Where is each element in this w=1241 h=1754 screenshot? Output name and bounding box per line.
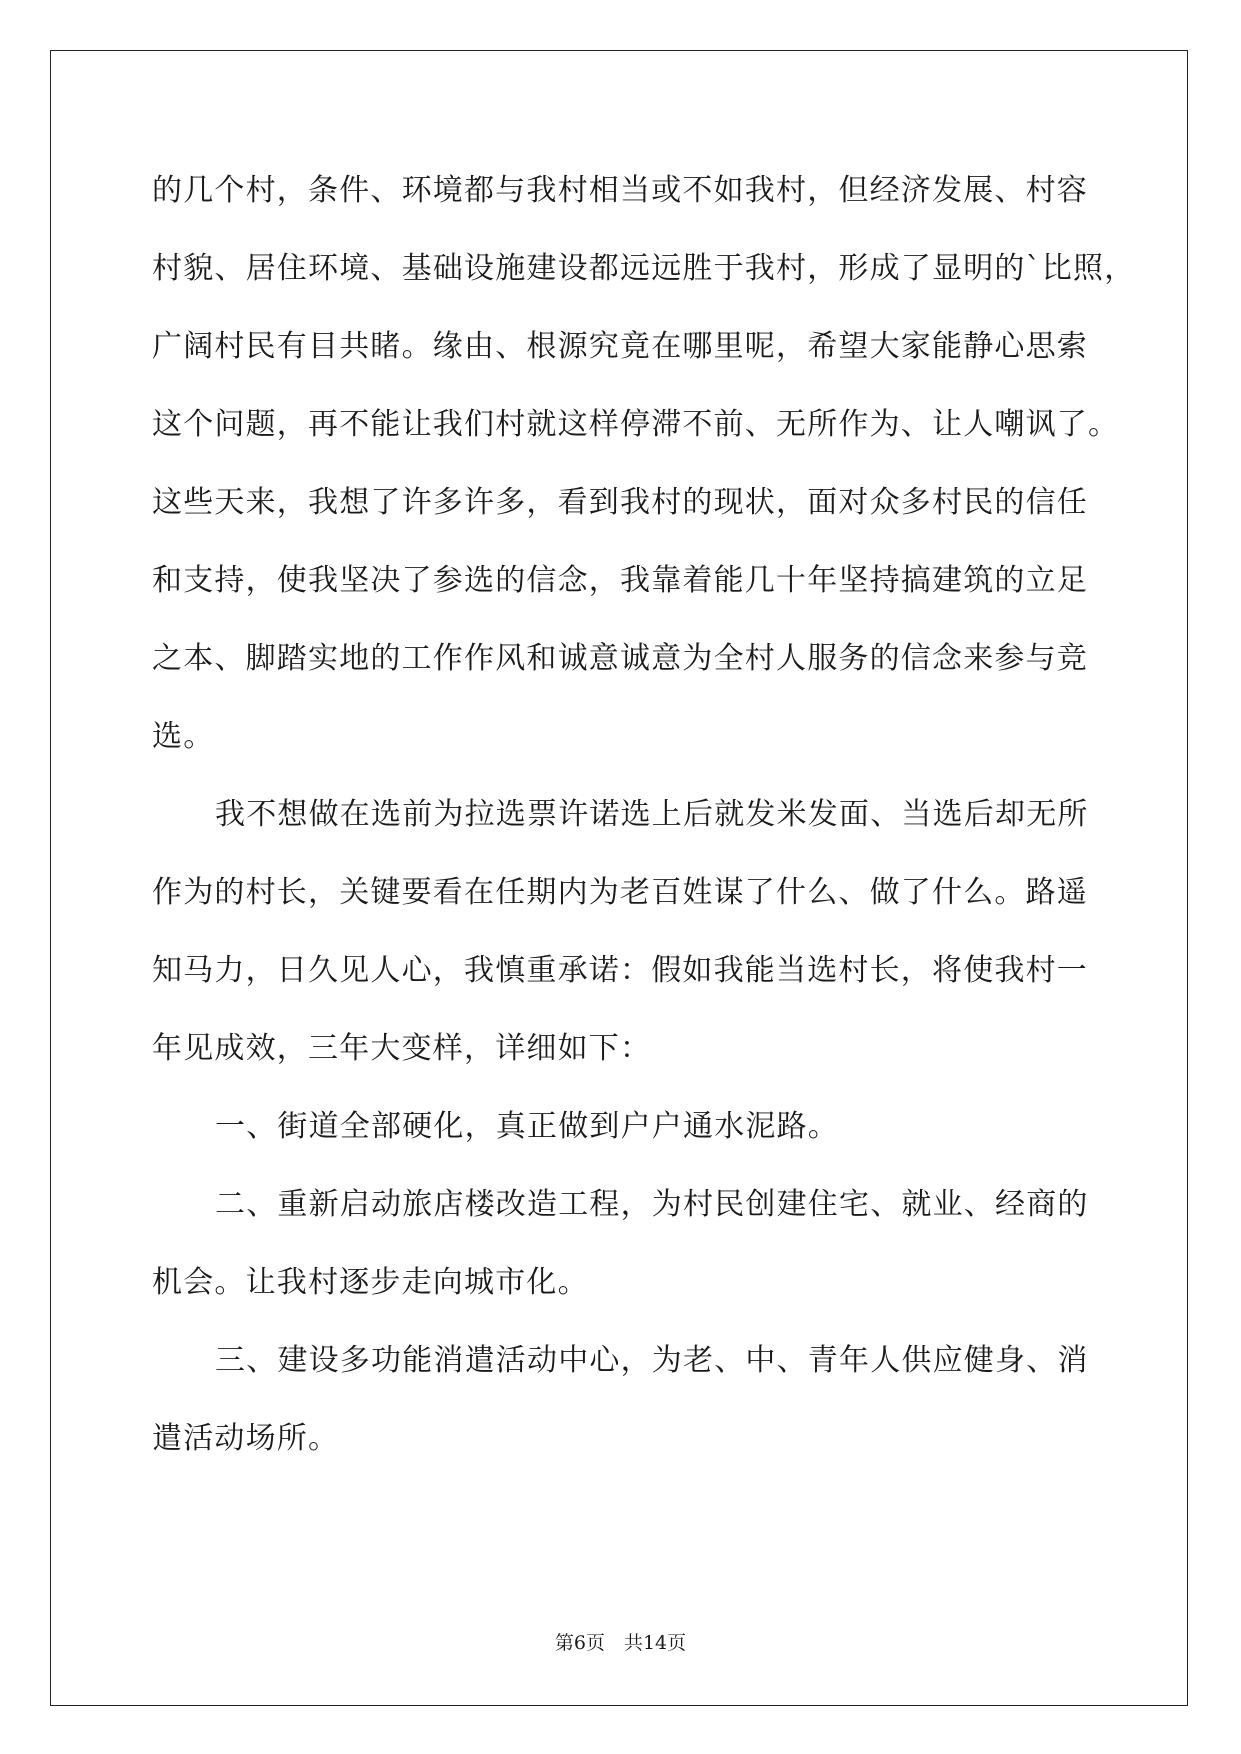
list-item-3: 三、建设多功能消遣活动中心，为老、中、青年人供应健身、消 xyxy=(215,1343,1089,1378)
page-number-footer: 第6页 共14页 xyxy=(554,1632,687,1654)
text-line: 机会。让我村逐步走向城市化。 xyxy=(152,1265,589,1300)
text-line: 和支持，使我坚决了参选的信念，我靠着能几十年坚持搞建筑的立足 xyxy=(152,563,1088,598)
text-line: 这个问题，再不能让我们村就这样停滞不前、无所作为、让人嘲讽了。 xyxy=(152,407,1120,442)
text-line: 的几个村，条件、环境都与我村相当或不如我村，但经济发展、村容 xyxy=(152,173,1088,208)
list-item-2: 二、重新启动旅店楼改造工程，为村民创建住宅、就业、经商的 xyxy=(215,1187,1089,1222)
text-line: 知马力，日久见人心，我慎重承诺：假如我能当选村长，将使我村一 xyxy=(152,953,1088,988)
text-line: 作为的村长，关键要看在任期内为老百姓谋了什么、做了什么。路遥 xyxy=(152,875,1088,910)
text-line: 广阔村民有目共睹。缘由、根源究竟在哪里呢，希望大家能静心思索 xyxy=(152,329,1088,364)
text-line: 之本、脚踏实地的工作作风和诚意诚意为全村人服务的信念来参与竞 xyxy=(152,641,1088,676)
text-line: 遣活动场所。 xyxy=(152,1421,340,1456)
text-line: 选。 xyxy=(152,719,215,754)
text-line: 村貌、居住环境、基础设施建设都远远胜于我村，形成了显明的`比照， xyxy=(152,251,1136,286)
list-item-1: 一、街道全部硬化，真正做到户户通水泥路。 xyxy=(215,1109,839,1144)
text-line: 这些天来，我想了许多许多，看到我村的现状，面对众多村民的信任 xyxy=(152,485,1088,520)
text-line: 年见成效，三年大变样，详细如下： xyxy=(152,1031,652,1066)
paragraph-first-line: 我不想做在选前为拉选票许诺选上后就发米发面、当选后却无所 xyxy=(215,797,1089,832)
